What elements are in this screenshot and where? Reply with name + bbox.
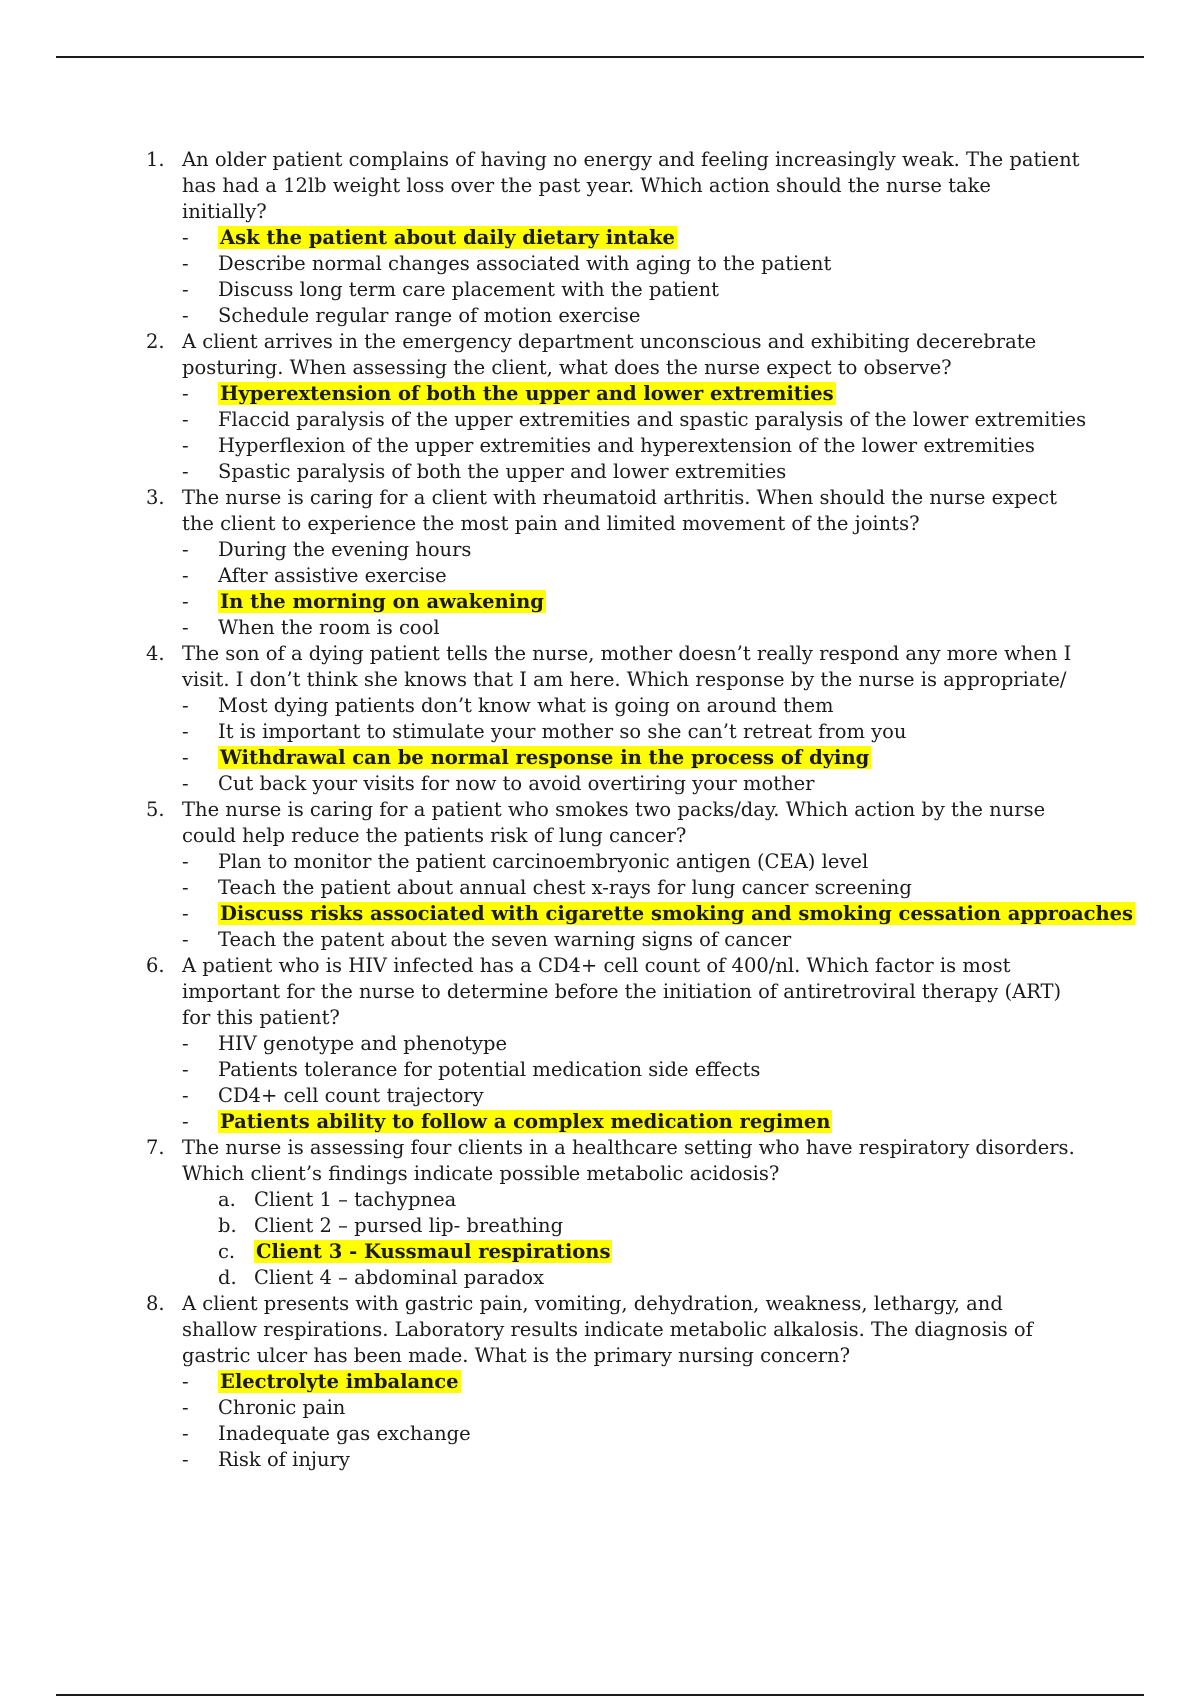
option-text: Client 1 – tachypnea bbox=[254, 1188, 457, 1211]
bullet-dash-icon: - bbox=[182, 304, 189, 327]
bullet-dash-icon: - bbox=[182, 564, 189, 587]
option-letter: b. bbox=[218, 1214, 237, 1237]
answer-option bbox=[0, 1265, 1200, 1291]
answer-option bbox=[0, 719, 1200, 745]
bullet-dash-icon: - bbox=[182, 278, 189, 301]
answer-option bbox=[0, 277, 1200, 303]
question-stem: The son of a dying patient tells the nurse, mother doesn’t really respond any more when I visit. I don’t think she knows that I am here. Which response by the nurse is appropriate/ bbox=[182, 642, 1072, 691]
option-text: Schedule regular range of motion exercise bbox=[218, 304, 641, 327]
option-text: Describe normal changes associated with aging to the patient bbox=[218, 252, 832, 275]
correct-answer-highlight: In the morning on awakening bbox=[220, 590, 544, 613]
answer-option bbox=[0, 1083, 1200, 1109]
question-number: 4. bbox=[146, 642, 165, 665]
question-list bbox=[0, 147, 1200, 1473]
option-text: After assistive exercise bbox=[218, 564, 447, 587]
answer-option bbox=[0, 1447, 1200, 1473]
bullet-dash-icon: - bbox=[182, 1370, 189, 1393]
question-stem: A client presents with gastric pain, vomiting, dehydration, weakness, lethargy, and shallow respirations. Laboratory results indicate metabolic alkalosis. The diagnosis of gastric ulcer has been made. What is the primary nursing concern? bbox=[182, 1292, 1033, 1367]
question-stem: The nurse is caring for a patient who smokes two packs/day. Which action by the nurse could help reduce the patients risk of lung cancer? bbox=[182, 798, 1046, 847]
answer-option bbox=[0, 563, 1200, 589]
answer-option bbox=[0, 1031, 1200, 1057]
question-number: 7. bbox=[146, 1136, 165, 1159]
option-text: When the room is cool bbox=[218, 616, 440, 639]
question-stem: A client arrives in the emergency department unconscious and exhibiting decerebrate posturing. When assessing the client, what does the nurse expect to observe? bbox=[182, 330, 1037, 379]
answer-option bbox=[0, 745, 1200, 771]
answer-option bbox=[0, 459, 1200, 485]
answer-option bbox=[0, 1057, 1200, 1083]
question-item bbox=[0, 641, 1200, 693]
bullet-dash-icon: - bbox=[182, 616, 189, 639]
answer-option bbox=[0, 1109, 1200, 1135]
answer-option bbox=[0, 381, 1200, 407]
answer-option bbox=[0, 407, 1200, 433]
bullet-dash-icon: - bbox=[182, 876, 189, 899]
option-letter: c. bbox=[218, 1240, 236, 1263]
correct-answer-highlight: Electrolyte imbalance bbox=[220, 1370, 459, 1393]
bullet-dash-icon: - bbox=[182, 382, 189, 405]
option-text: Inadequate gas exchange bbox=[218, 1422, 471, 1445]
answer-option bbox=[0, 615, 1200, 641]
answer-option bbox=[0, 1187, 1200, 1213]
option-text: Chronic pain bbox=[218, 1396, 346, 1419]
correct-answer-highlight: Client 3 - Kussmaul respirations bbox=[256, 1240, 611, 1263]
answer-option bbox=[0, 901, 1200, 927]
option-text: Plan to monitor the patient carcinoembryonic antigen (CEA) level bbox=[218, 850, 869, 873]
question-item bbox=[0, 1135, 1200, 1187]
question-number: 8. bbox=[146, 1292, 165, 1315]
bullet-dash-icon: - bbox=[182, 850, 189, 873]
correct-answer-highlight: Patients ability to follow a complex medication regimen bbox=[220, 1110, 831, 1133]
bullet-dash-icon: - bbox=[182, 252, 189, 275]
answer-option bbox=[0, 433, 1200, 459]
bullet-dash-icon: - bbox=[182, 1084, 189, 1107]
answer-option bbox=[0, 225, 1200, 251]
bullet-dash-icon: - bbox=[182, 746, 189, 769]
question-item bbox=[0, 1291, 1200, 1369]
answer-option bbox=[0, 537, 1200, 563]
question-number: 6. bbox=[146, 954, 165, 977]
bullet-dash-icon: - bbox=[182, 694, 189, 717]
answer-option bbox=[0, 849, 1200, 875]
answer-option bbox=[0, 693, 1200, 719]
question-number: 3. bbox=[146, 486, 165, 509]
option-letter: a. bbox=[218, 1188, 236, 1211]
question-stem: A patient who is HIV infected has a CD4+ cell count of 400/nl. Which factor is most important for the nurse to determine before the initiation of antiretroviral therapy (ART) for this patient? bbox=[182, 954, 1062, 1029]
option-text: Client 2 – pursed lip- breathing bbox=[254, 1214, 564, 1237]
question-number: 2. bbox=[146, 330, 165, 353]
option-letter: d. bbox=[218, 1266, 237, 1289]
bullet-dash-icon: - bbox=[182, 1058, 189, 1081]
option-text: CD4+ cell count trajectory bbox=[218, 1084, 484, 1107]
question-stem: The nurse is assessing four clients in a healthcare setting who have respiratory disorders. Which client’s findings indicate possible metabolic acidosis? bbox=[182, 1136, 1075, 1185]
correct-answer-highlight: Discuss risks associated with cigarette smoking and smoking cessation approaches bbox=[220, 902, 1134, 925]
correct-answer-highlight: Hyperextension of both the upper and lower extremities bbox=[220, 382, 834, 405]
bullet-dash-icon: - bbox=[182, 1396, 189, 1419]
option-text: Cut back your visits for now to avoid overtiring your mother bbox=[218, 772, 815, 795]
question-item bbox=[0, 485, 1200, 537]
option-text: Hyperflexion of the upper extremities and hyperextension of the lower extremities bbox=[218, 434, 1035, 457]
answer-option bbox=[0, 771, 1200, 797]
option-text: Discuss long term care placement with the patient bbox=[218, 278, 719, 301]
footer-rule bbox=[56, 1694, 1144, 1696]
bullet-dash-icon: - bbox=[182, 1448, 189, 1471]
question-item bbox=[0, 797, 1200, 849]
option-text: Spastic paralysis of both the upper and lower extremities bbox=[218, 460, 787, 483]
question-number: 1. bbox=[146, 148, 165, 171]
bullet-dash-icon: - bbox=[182, 434, 189, 457]
answer-option bbox=[0, 1421, 1200, 1447]
option-text: Teach the patent about the seven warning signs of cancer bbox=[218, 928, 792, 951]
question-item bbox=[0, 329, 1200, 381]
question-number: 5. bbox=[146, 798, 165, 821]
bullet-dash-icon: - bbox=[182, 1032, 189, 1055]
option-text: Risk of injury bbox=[218, 1448, 350, 1471]
bullet-dash-icon: - bbox=[182, 590, 189, 613]
question-stem: An older patient complains of having no energy and feeling increasingly weak. The patient has had a 12lb weight loss over the past year. Which action should the nurse take initially? bbox=[182, 148, 1080, 223]
answer-option bbox=[0, 1213, 1200, 1239]
bullet-dash-icon: - bbox=[182, 928, 189, 951]
bullet-dash-icon: - bbox=[182, 460, 189, 483]
bullet-dash-icon: - bbox=[182, 902, 189, 925]
answer-option bbox=[0, 1239, 1200, 1265]
option-text: Teach the patient about annual chest x-rays for lung cancer screening bbox=[218, 876, 912, 899]
bullet-dash-icon: - bbox=[182, 1110, 189, 1133]
option-text: Patients tolerance for potential medication side effects bbox=[218, 1058, 761, 1081]
answer-option bbox=[0, 589, 1200, 615]
answer-option bbox=[0, 251, 1200, 277]
option-text: It is important to stimulate your mother so she can’t retreat from you bbox=[218, 720, 907, 743]
bullet-dash-icon: - bbox=[182, 1422, 189, 1445]
option-text: During the evening hours bbox=[218, 538, 472, 561]
option-text: Flaccid paralysis of the upper extremities and spastic paralysis of the lower extremities bbox=[218, 408, 1087, 431]
correct-answer-highlight: Withdrawal can be normal response in the process of dying bbox=[220, 746, 870, 769]
bullet-dash-icon: - bbox=[182, 720, 189, 743]
option-text: Client 4 – abdominal paradox bbox=[254, 1266, 545, 1289]
bullet-dash-icon: - bbox=[182, 538, 189, 561]
correct-answer-highlight: Ask the patient about daily dietary intake bbox=[220, 226, 675, 249]
question-stem: The nurse is caring for a client with rheumatoid arthritis. When should the nurse expect the client to experience the most pain and limited movement of the joints? bbox=[182, 486, 1057, 535]
bullet-dash-icon: - bbox=[182, 226, 189, 249]
option-text: Most dying patients don’t know what is going on around them bbox=[218, 694, 834, 717]
bullet-dash-icon: - bbox=[182, 408, 189, 431]
question-item bbox=[0, 147, 1200, 225]
header-rule bbox=[56, 56, 1144, 58]
answer-option bbox=[0, 1395, 1200, 1421]
answer-option bbox=[0, 875, 1200, 901]
answer-option bbox=[0, 303, 1200, 329]
answer-option bbox=[0, 927, 1200, 953]
answer-option bbox=[0, 1369, 1200, 1395]
bullet-dash-icon: - bbox=[182, 772, 189, 795]
option-text: HIV genotype and phenotype bbox=[218, 1032, 508, 1055]
question-item bbox=[0, 953, 1200, 1031]
